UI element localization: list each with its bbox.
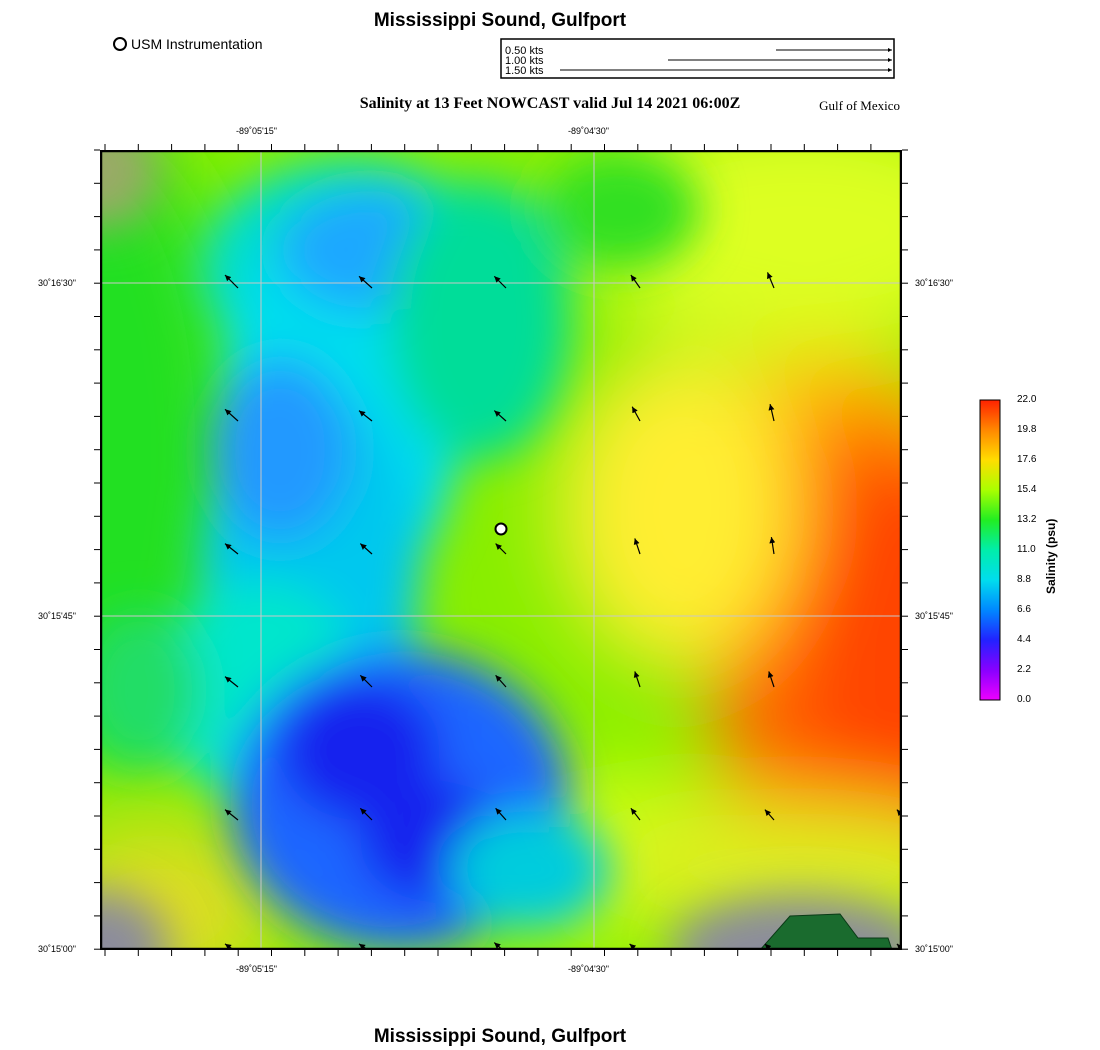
- map-title: Salinity at 13 Feet NOWCAST valid Jul 14 2021 06:00Z: [359, 95, 741, 112]
- colorbar-title: Salinity (psu): [1044, 518, 1058, 594]
- lon-label-bottom-0: -89˚05'15": [236, 964, 277, 974]
- colorbar-tick-label: 13.2: [1017, 514, 1037, 525]
- footer-title: Mississippi Sound, Gulfport: [373, 1026, 627, 1047]
- current-scale-box: [500, 38, 896, 80]
- colorbar-tick-label: 0.0: [1017, 694, 1031, 705]
- colorbar-tick-label: 15.4: [1017, 484, 1037, 495]
- lat-label-left-2: 30˚15'00": [38, 944, 76, 954]
- scale-label-0: 0.50 kts: [505, 45, 544, 57]
- colorbar-tick-label: 19.8: [1017, 424, 1037, 435]
- colorbar-tick-label: 2.2: [1017, 664, 1031, 675]
- colorbar-gradient: [980, 400, 1000, 700]
- instrument-legend: [113, 36, 263, 52]
- instrument-circle-icon: [113, 37, 127, 51]
- instrument-legend-label: USM Instrumentation: [131, 36, 263, 52]
- page-title: Mississippi Sound, Gulfport: [373, 10, 627, 31]
- lon-label-top-1: -89˚04'30": [568, 126, 609, 136]
- scale-label-1: 1.00 kts: [505, 55, 544, 67]
- colorbar-tick-label: 17.6: [1017, 454, 1037, 465]
- colorbar-tick-label: 6.6: [1017, 604, 1031, 615]
- region-label: Gulf of Mexico: [819, 98, 900, 113]
- lat-label-left-1: 30˚15'45": [38, 611, 76, 621]
- colorbar-tick-label: 8.8: [1017, 574, 1031, 585]
- colorbar-tick-label: 4.4: [1017, 634, 1031, 645]
- lat-label-right-0: 30˚16'30": [915, 278, 953, 288]
- lat-label-left-0: 30˚16'30": [38, 278, 76, 288]
- lon-label-bottom-1: -89˚04'30": [568, 964, 609, 974]
- frame-ticks: [90, 140, 912, 960]
- lat-label-right-2: 30˚15'00": [915, 944, 953, 954]
- lat-label-right-1: 30˚15'45": [915, 611, 953, 621]
- salinity-colorbar: [978, 398, 1004, 704]
- colorbar-tick-label: 22.0: [1017, 394, 1037, 405]
- colorbar-tick-label: 11.0: [1017, 544, 1036, 555]
- scale-label-2: 1.50 kts: [505, 65, 544, 77]
- lon-label-top-0: -89˚05'15": [236, 126, 277, 136]
